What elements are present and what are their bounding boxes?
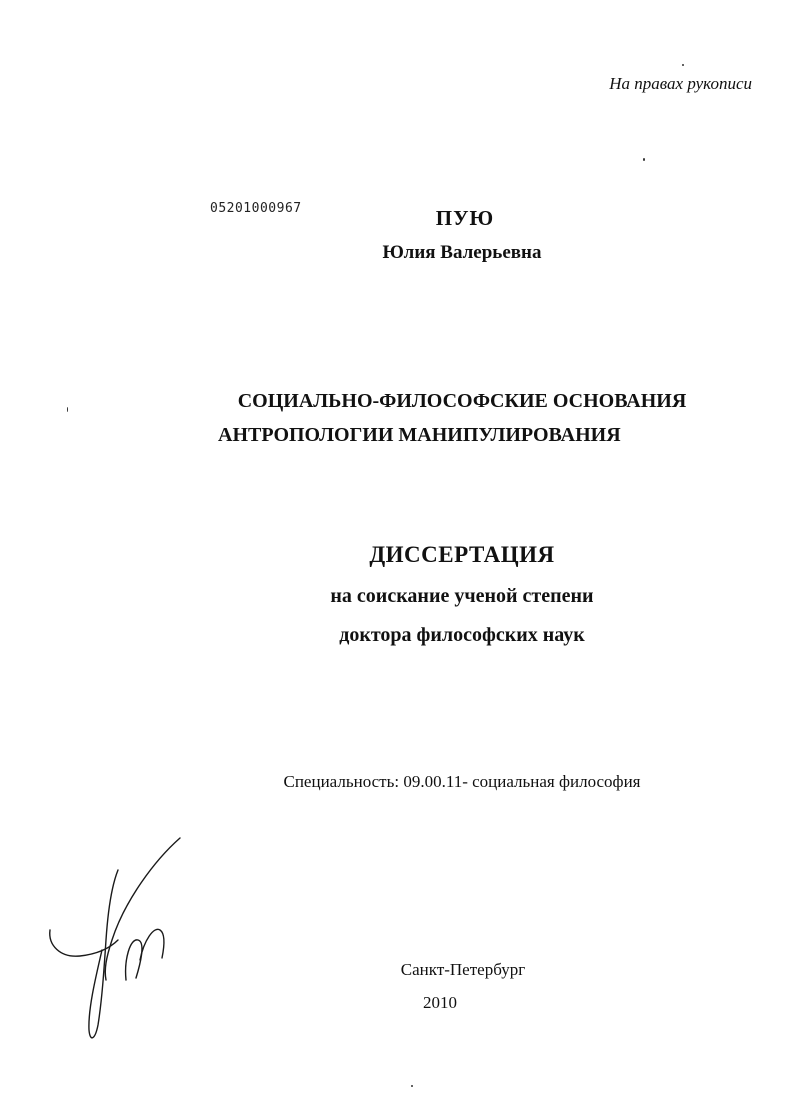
rights-notice: На правах рукописи [609, 74, 752, 93]
specialty: Специальность: 09.00.11- социальная философия [283, 772, 641, 791]
thesis-title-line-2: АНТРОПОЛОГИИ МАНИПУЛИРОВАНИЯ [218, 424, 621, 446]
signature-icon [40, 830, 190, 1050]
author-given-name: Юлия Валерьевна [382, 242, 542, 263]
scan-speck [411, 1085, 413, 1087]
scan-speck [643, 158, 645, 161]
degree-line-2: доктора философских наук [339, 624, 585, 646]
thesis-title-line-1: СОЦИАЛЬНО-ФИЛОСОФСКИЕ ОСНОВАНИЯ [237, 390, 687, 412]
year: 2010 [423, 993, 457, 1012]
archive-number: 05201000967 [210, 201, 302, 216]
city: Санкт-Петербург [400, 960, 526, 979]
degree-line-1: на соискание ученой степени [330, 585, 594, 607]
scan-speck [67, 407, 68, 412]
author-surname: ПУЮ [435, 206, 495, 230]
scan-speck [682, 64, 684, 66]
document-type: ДИССЕРТАЦИЯ [369, 542, 555, 567]
